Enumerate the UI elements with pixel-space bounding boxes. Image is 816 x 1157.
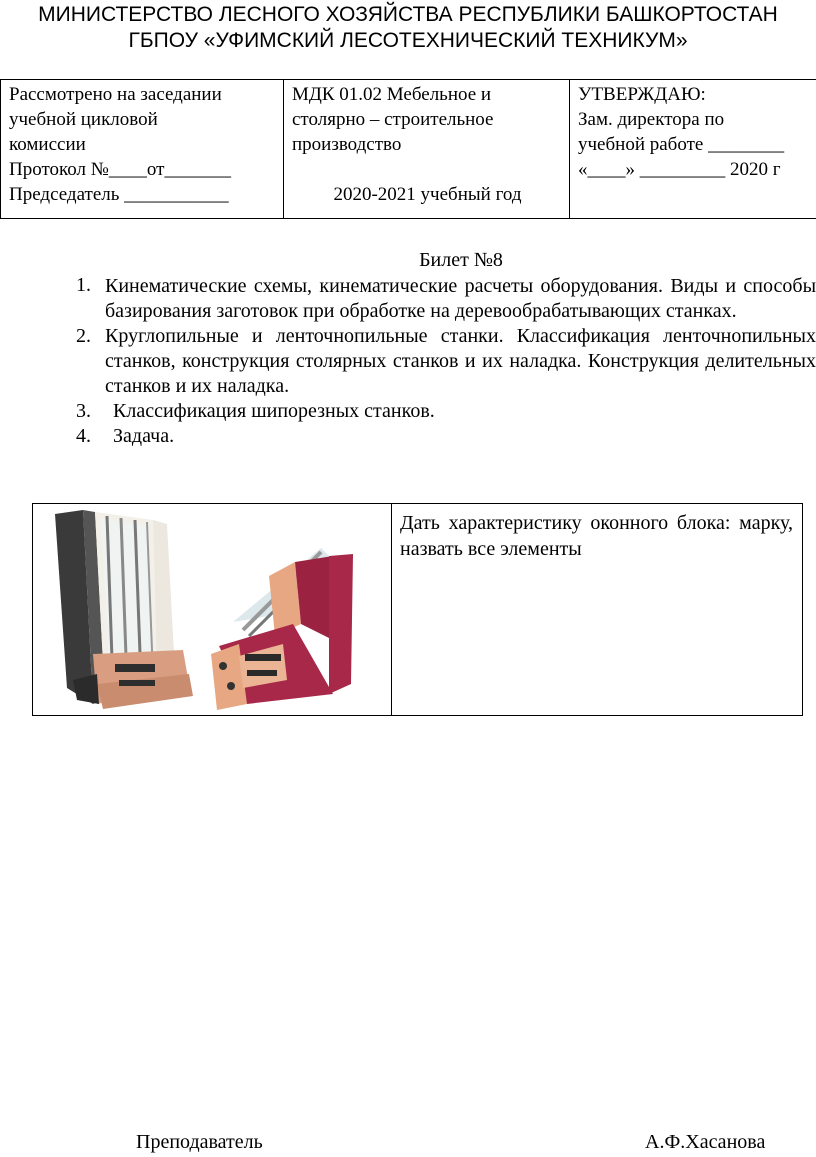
commission-line-2: учебной цикловой [9,109,158,130]
protocol-line: Протокол №____от_______ [9,159,231,180]
question-item [0,273,816,324]
commission-line-3: комиссии [9,134,86,155]
question-text: Кинематические схемы, кинематические расчеты оборудования. Виды и способы базирования заготовок при обработке на деревообрабатывающих станках. [105,275,816,322]
academic-year: 2020-2021 учебный год [333,184,522,205]
commission-line-1: Рассмотрено на заседании [9,84,222,105]
approve-line-2: Зам. директора по [578,109,725,130]
question-text: Классификация шипорезных станков. [113,400,435,422]
question-number: 4. [76,425,91,447]
task-description: Дать характеристику оконного блока: марку, назвать все элементы [400,512,793,560]
ministry-title: МИНИСТЕРСТВО ЛЕСНОГО ХОЗЯЙСТВА РЕСПУБЛИКИ БАШКОРТОСТАН [38,3,778,26]
window-profile-cross-section-illustration [33,504,391,715]
ticket-title: Билет №8 [419,249,503,271]
question-item [0,324,816,399]
window-profile-image [33,504,392,715]
course-line-2: столярно – строительное [292,109,494,130]
approve-line-3: учебной работе ________ [578,134,785,155]
course-line-1: МДК 01.02 Мебельное и [292,84,492,105]
question-item [0,399,816,424]
questions-list [0,273,816,449]
chairman-line: Председатель ___________ [9,184,229,205]
question-text: Задача. [113,425,175,447]
question-number: 1. [76,274,91,296]
commission-cell [1,80,284,219]
approval-cell [570,80,816,219]
course-line-3: производство [292,134,402,155]
institution-title: ГБПОУ «УФИМСКИЙ ЛЕСОТЕХНИЧЕСКИЙ ТЕХНИКУМ» [128,29,688,52]
approve-heading: УТВЕРЖДАЮ: [578,84,706,105]
course-cell [284,80,570,219]
approve-date-line: «____» _________ 2020 г [578,159,781,180]
approval-table [0,79,816,219]
task-table [32,503,803,716]
document-header [0,2,816,54]
question-text: Круглопильные и ленточнопильные станки. Классификация ленточнопильных станков, конструкция столярных станков и их наладка. Конструкция делительных станков и их наладка. [105,325,816,397]
teacher-role: Преподаватель [136,1131,263,1153]
question-number: 3. [76,400,91,422]
teacher-name: А.Ф.Хасанова [645,1131,766,1153]
question-number: 2. [76,325,91,347]
question-item [0,424,816,449]
